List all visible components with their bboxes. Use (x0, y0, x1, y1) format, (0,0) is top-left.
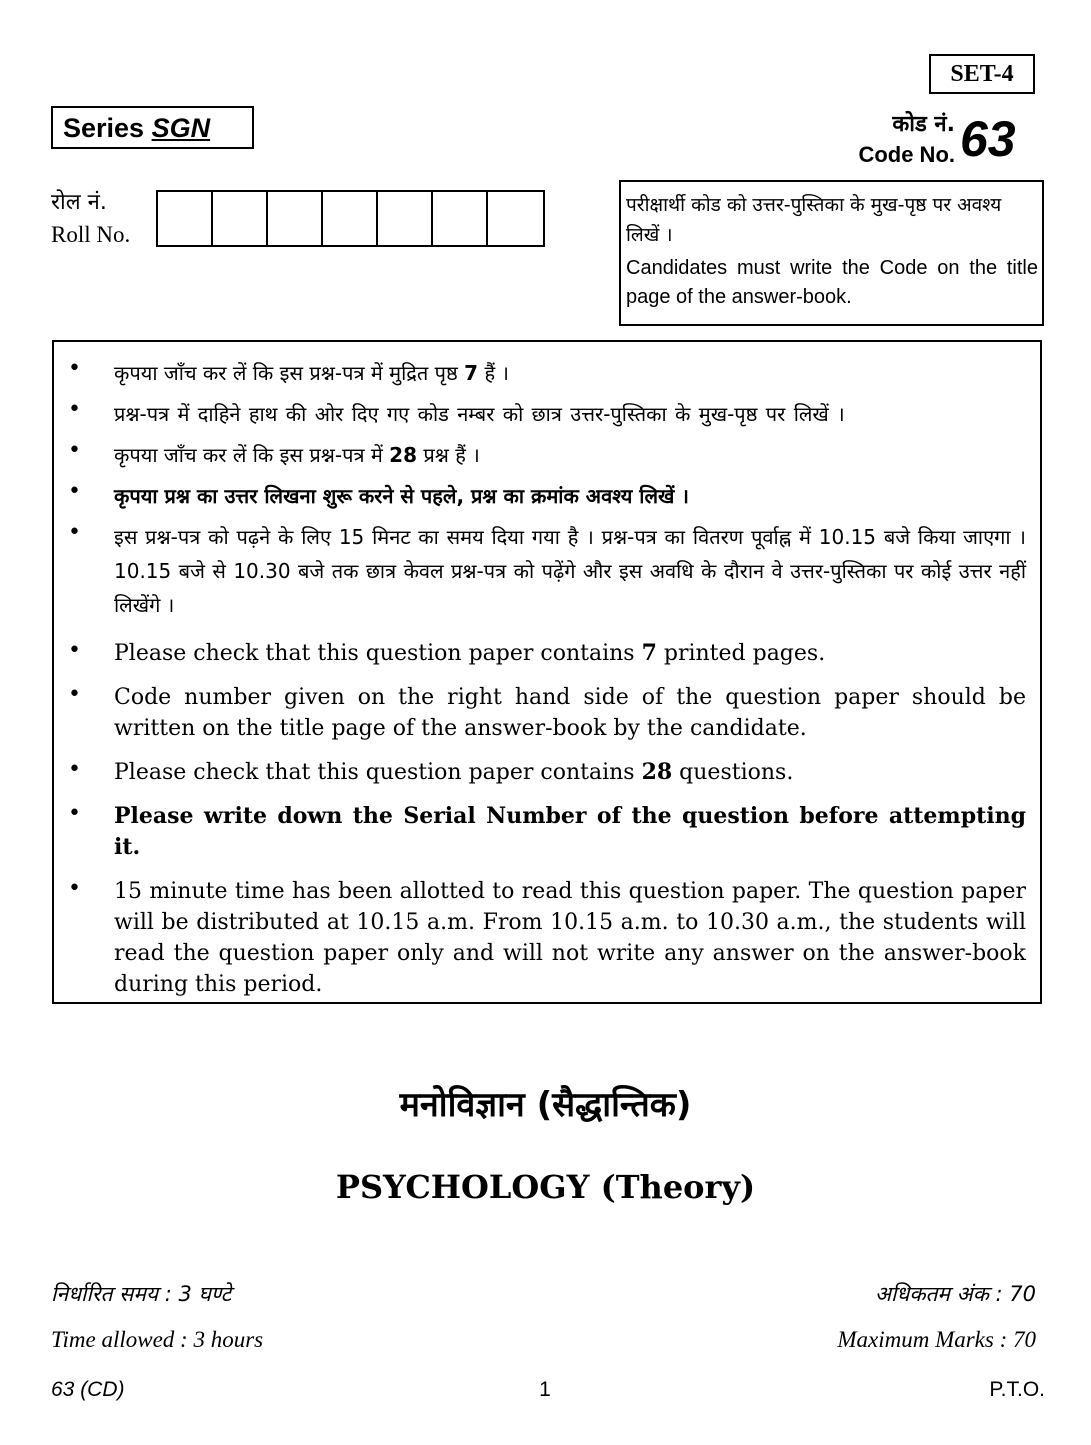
instruction-text (114, 356, 1026, 390)
instruction-text-bold: 7 (464, 361, 479, 385)
time-allowed-hindi: निर्धारित समय : 3 घण्टे (51, 1282, 232, 1306)
roll-cell[interactable] (378, 192, 433, 245)
bullet-icon: • (68, 438, 81, 463)
roll-cell[interactable] (433, 192, 488, 245)
instruction-text-bold: 28 (641, 759, 673, 785)
maximum-marks-hindi: अधिकतम अंक : 70 (874, 1282, 1036, 1306)
instruction-text-part: printed pages. (656, 641, 826, 666)
instruction-text-part: कृपया जाँच कर लें कि इस प्रश्न-पत्र में मुद्रित पृष्ठ (114, 361, 465, 385)
instruction-text-part: कृपया जाँच कर लें कि इस प्रश्न-पत्र में (114, 443, 390, 467)
candidate-note-hindi: परीक्षार्थी कोड को उत्तर-पुस्तिका के मुख-पृष्ठ पर अवश्य लिखें । (626, 194, 1002, 246)
instruction-text (114, 638, 1026, 669)
subject-title-english: PSYCHOLOGY (Theory) (335, 1168, 756, 1206)
roll-number-boxes (156, 190, 545, 247)
roll-cell[interactable] (268, 192, 323, 245)
code-number: 63 (960, 111, 1016, 167)
instruction-text (114, 438, 1026, 472)
instruction-text: 15 minute time has been allotted to read this question paper. The question paper will be distributed at 10.15 a.m. From 10.15 a.m. to 10.30 a.m., the students will read the question paper only and will not write any answer on the answer-book during this period. (114, 879, 1026, 997)
subject-title-hindi: मनोविज्ञान (सैद्धान्तिक) (399, 1085, 692, 1125)
bullet-icon: • (68, 801, 81, 826)
candidate-note (619, 180, 1044, 326)
instruction-text: प्रश्न-पत्र में दाहिने हाथ की ओर दिए गए कोड नम्बर को छात्र उत्तर-पुस्तिका के मुख-पृष्ठ पर लिखें । (114, 402, 845, 426)
footer-paper-code: 63 (CD) (51, 1378, 125, 1401)
set-label: SET-4 (929, 54, 1035, 94)
instruction-text-part: प्रश्न हैं । (417, 443, 480, 467)
instruction-text: कृपया प्रश्न का उत्तर लिखना शुरू करने से पहले, प्रश्न का क्रमांक अवश्य लिखें । (114, 484, 689, 508)
time-allowed-english: Time allowed : 3 hours (51, 1327, 264, 1352)
page-number: 1 (539, 1378, 551, 1401)
pto-label: P.T.O. (989, 1378, 1045, 1401)
instruction-text (114, 757, 1026, 788)
series-prefix: Series (63, 113, 145, 143)
bullet-icon: • (68, 682, 81, 707)
series-code: SGN (151, 113, 211, 143)
bullet-icon: • (68, 356, 81, 381)
instructions-box (52, 340, 1042, 1004)
roll-cell[interactable] (213, 192, 268, 245)
code-label-hindi: कोड नं. (892, 112, 955, 137)
instruction-text-bold: 7 (641, 640, 657, 666)
instruction-text: Code number given on the right hand side of the question paper should be written on the title page of the answer-book by the candidate. (114, 685, 1026, 741)
roll-label-english: Roll No. (51, 222, 131, 247)
instruction-text-part: Please check that this question paper contains (114, 641, 642, 666)
roll-cell[interactable] (158, 192, 213, 245)
roll-cell[interactable] (488, 192, 543, 245)
maximum-marks-english: Maximum Marks : 70 (837, 1327, 1036, 1352)
bullet-icon: • (68, 397, 81, 422)
bullet-icon: • (68, 520, 81, 545)
instruction-text-part: Please check that this question paper contains (114, 760, 642, 785)
roll-label-hindi: रोल नं. (51, 190, 107, 215)
bullet-icon: • (68, 479, 81, 504)
instruction-text: इस प्रश्न-पत्र को पढ़ने के लिए 15 मिनट का समय दिया गया है । प्रश्न-पत्र का वितरण पूर्वाह्न में 10.15 बजे किया जाएगा । 10.15 बजे से 10.30 बजे तक छात्र केवल प्रश्न-पत्र को पढ़ेंगे और इस अवधि के दौरान वे उत्तर-पुस्तिका पर कोई उत्तर नहीं लिखेंगे । (114, 525, 1026, 617)
roll-cell[interactable] (323, 192, 378, 245)
bullet-icon: • (68, 757, 81, 782)
series-label (51, 106, 254, 149)
instruction-text-part: questions. (672, 760, 794, 785)
instruction-text: Please write down the Serial Number of the question before attempting it. (114, 803, 1026, 860)
code-label-english: Code No. (858, 142, 955, 167)
bullet-icon: • (68, 876, 81, 901)
candidate-note-english: Candidates must write the Code on the title page of the answer-book. (626, 257, 1038, 308)
bullet-icon: • (68, 638, 81, 663)
instruction-text-part: हैं । (478, 361, 510, 385)
instruction-text-bold: 28 (389, 443, 417, 467)
